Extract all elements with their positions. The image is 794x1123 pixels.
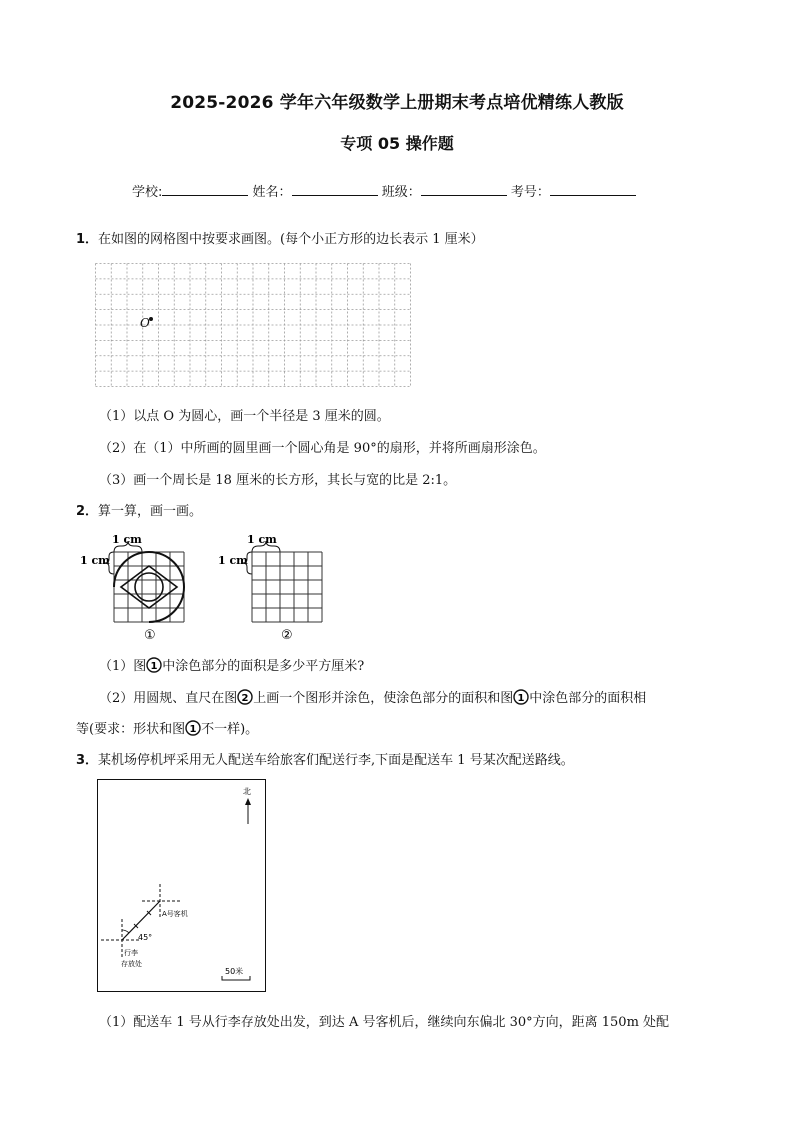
school-label: 学校: (132, 185, 163, 200)
q2-item1-prefix: （1）图 (99, 659, 147, 674)
storage-label-line-2: 存放处 (121, 960, 142, 968)
question-1-stem (76, 228, 484, 247)
class-label: 班级： (381, 185, 421, 200)
q2-item2-p3: 中涂色部分的面积相 (529, 691, 647, 706)
fig2-unit-left: 1 cm (218, 554, 248, 567)
scale-label: 50米 (225, 967, 244, 976)
question-2-item-1 (99, 655, 364, 674)
question-2-stem (76, 500, 202, 519)
fig1-inner-circle (135, 573, 163, 601)
fig2-grid-lines (252, 552, 322, 622)
q2-figure-2 (214, 529, 334, 644)
page-title: 2025-2026 学年六年级数学上册期末考点培优精练人教版 (170, 93, 624, 113)
question-2-number: 2． (76, 504, 99, 519)
question-1-item-3: （3）画一个周长是 18 厘米的长方形，其长与宽的比是 2:1。 (99, 473, 457, 488)
circled-number-icon (146, 657, 162, 673)
q2-item2-p1: （2）用圆规、直尺在图 (99, 691, 238, 706)
q1-grid-figure (95, 263, 411, 387)
question-1-item-1: （1）以点 O 为圆心，画一个半径是 3 厘米的圆。 (99, 409, 390, 424)
name-blank[interactable] (292, 181, 378, 196)
q2-item1-suffix: 中涂色部分的面积是多少平方厘米? (162, 659, 365, 674)
q2-item2-p2: 上画一个图形并涂色，使涂色部分的面积和图 (253, 691, 514, 706)
question-1-number: 1． (76, 232, 99, 247)
school-blank[interactable] (162, 181, 248, 196)
north-arrow-icon (245, 798, 251, 805)
q2-item2-mark-c: 1 (189, 724, 197, 735)
fig2-unit-top: 1 cm (247, 533, 277, 546)
plane-a-label: A号客机 (162, 910, 188, 918)
circled-number-icon (513, 689, 529, 705)
question-2-item-2-line-2 (76, 718, 258, 737)
question-1-text: 在如图的网格图中按要求画图。(每个小正方形的边长表示 1 厘米） (98, 232, 484, 247)
question-3-text: 某机场停机坪采用无人配送车给旅客们配送行李,下面是配送车 1 号某次配送路线。 (98, 753, 574, 768)
fig1-large-arc (114, 552, 184, 622)
q2-item2-mark-b: 1 (517, 693, 525, 704)
q3-route-map (97, 779, 267, 994)
circled-number-icon (185, 720, 201, 736)
fig2-label: ② (281, 628, 293, 643)
north-label: 北 (243, 787, 251, 796)
storage-label-line-1: 行李 (124, 949, 138, 957)
question-3-stem (76, 749, 574, 768)
class-blank[interactable] (421, 181, 507, 196)
question-2-item-2-line-1 (99, 687, 646, 706)
student-info-row (132, 181, 636, 200)
name-label: 姓名： (252, 185, 292, 200)
angle-label: 45° (138, 933, 153, 942)
point-o-label: O (140, 316, 150, 330)
question-3-item-1: （1）配送车 1 号从行李存放处出发，到达 A 号客机后，继续向东偏北 30°方向，距离 150m 处配 (99, 1015, 670, 1030)
angle-arc (122, 930, 129, 933)
page-subtitle: 专项 05 操作题 (340, 134, 454, 153)
question-2-text: 算一算，画一画。 (98, 504, 203, 519)
scale-bar (222, 976, 250, 980)
q2-item2-mark-a: 2 (241, 693, 249, 704)
fig1-label: ① (144, 628, 156, 643)
q2-item1-mark: 1 (150, 661, 158, 672)
exam-no-label: 考号： (510, 185, 550, 200)
q2-item2-line2-p2: 不一样)。 (201, 722, 259, 737)
exam-no-blank[interactable] (550, 181, 636, 196)
q2-item2-line2-p1: 等(要求：形状和图 (76, 722, 186, 737)
fig1-unit-top: 1 cm (112, 533, 142, 546)
question-3-number: 3． (76, 753, 99, 768)
question-1-item-2: （2）在（1）中所画的圆里画一个圆心角是 90°的扇形，并将所画扇形涂色。 (99, 441, 546, 456)
q2-figure-1 (76, 529, 196, 644)
circled-number-icon (237, 689, 253, 705)
fig1-unit-left: 1 cm (80, 554, 110, 567)
